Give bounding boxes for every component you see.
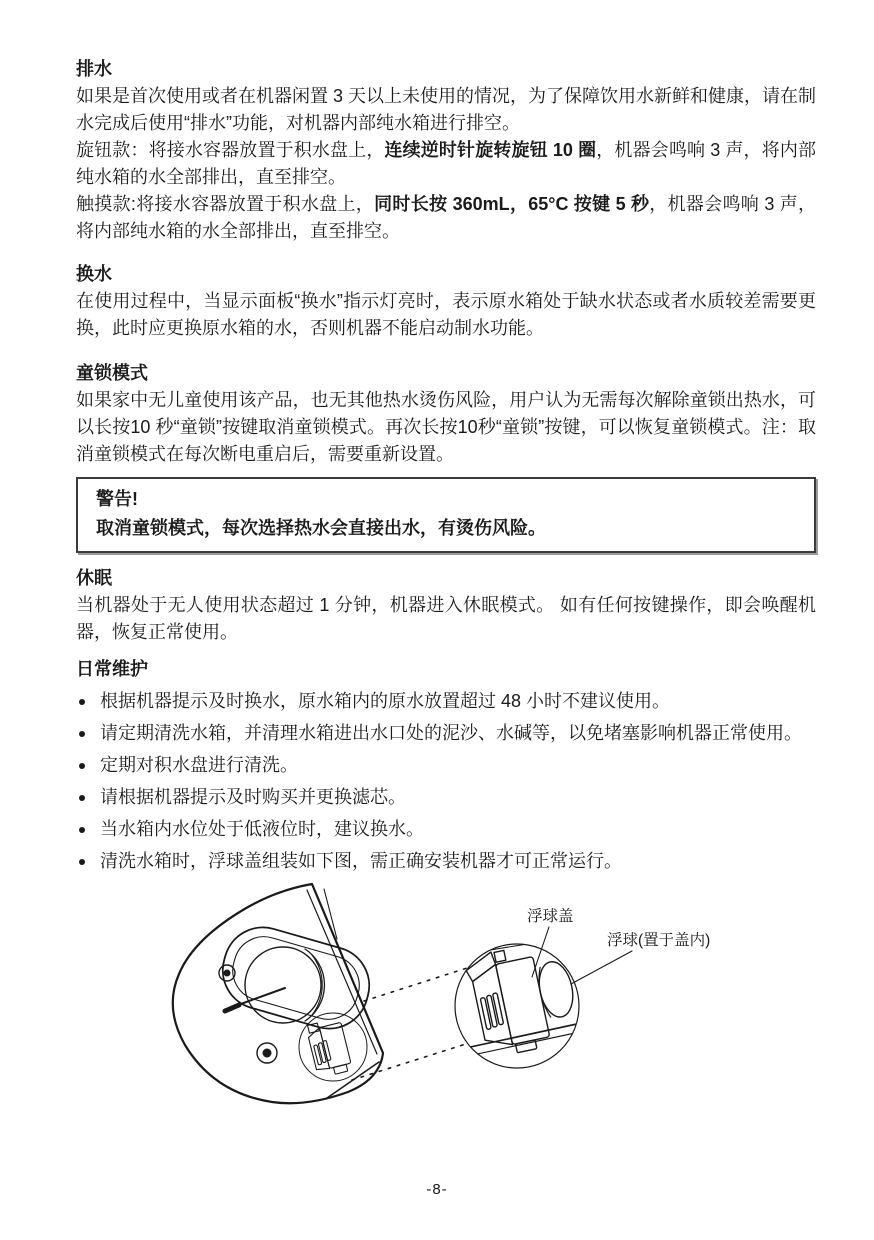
list-item <box>76 688 816 715</box>
label-float: 浮球(置于盖内) <box>607 932 711 949</box>
section-maintenance <box>76 656 816 875</box>
change-water-paragraph: 在使用过程中，当显示面板“换水”指示灯亮时，表示原水箱处于缺水状态或者水质较差需要更换，此时应更换原水箱的水，否则机器不能启动制水功能。 <box>76 291 816 338</box>
list-item-text: 清洗水箱时，浮球盖组装如下图，需正确安装机器才可正常运行。 <box>100 851 622 871</box>
section-heading-drain: 排水 <box>76 59 112 79</box>
maintenance-list <box>76 688 816 875</box>
page-number: -8- <box>426 1181 448 1198</box>
section-sleep <box>76 565 816 646</box>
dotted-leader-top <box>364 968 467 1001</box>
section-child-lock <box>76 360 816 468</box>
drain-p2-bold: 连续逆时针旋转旋钮 10 圈 <box>384 140 597 160</box>
section-heading-maintenance: 日常维护 <box>76 659 148 679</box>
list-item-text: 根据机器提示及时换水，原水箱内的原水放置超过 48 小时不建议使用。 <box>100 691 671 711</box>
bullet-icon <box>79 827 85 833</box>
drain-paragraph-1: 如果是首次使用或者在机器闲置 3 天以上未使用的情况，为了保障饮用水新鲜和健康，请在制水完成后使用“排水”功能，对机器内部纯水箱进行排空。 <box>76 86 817 133</box>
list-item <box>76 848 816 875</box>
drain-p3-pre: 触摸款:将接水容器放置于积水盘上， <box>76 194 375 214</box>
section-change-water <box>76 261 816 342</box>
magnified-view <box>452 937 589 1089</box>
dotted-leader-bottom <box>352 1044 466 1080</box>
list-item-text: 定期对积水盘进行清洗。 <box>100 755 298 775</box>
float-cover-diagram-svg <box>86 881 786 1131</box>
bullet-icon <box>79 731 85 737</box>
section-heading-sleep: 休眠 <box>76 568 112 588</box>
sleep-paragraph: 当机器处于无人使用状态超过 1 分钟，机器进入休眠模式。 如有任何按键操作，即会唤醒机器，恢复正常使用。 <box>76 595 816 642</box>
label-leader-float <box>571 951 632 984</box>
drain-p2-pre: 旋钮款：将接水容器放置于积水盘上， <box>76 140 385 160</box>
drain-p3-bold: 同时长按 360mL，65°C 按键 5 秒 <box>374 194 650 214</box>
page-content <box>76 56 816 1139</box>
drain-paragraph-3 <box>76 191 816 245</box>
warning-box <box>76 477 816 553</box>
section-heading-change-water: 换水 <box>76 264 112 284</box>
section-drain <box>76 56 816 245</box>
drain-p2-post: ，机器会鸣响 3 声，将内部纯水箱的水全部排出，直至排空。 <box>76 140 816 187</box>
list-item-text: 请定期清洗水箱，并清理水箱进出水口处的泥沙、水碱等，以免堵塞影响机器正常使用。 <box>100 723 802 743</box>
detail-highlight-circle <box>299 1013 367 1081</box>
list-item <box>76 752 816 779</box>
warning-body: 取消童锁模式，每次选择热水会直接出水，有烫伤风险。 <box>96 518 546 538</box>
list-item-text: 请根据机器提示及时购买并更换滤芯。 <box>100 787 406 807</box>
label-float-cover: 浮球盖 <box>527 908 574 925</box>
list-item <box>76 816 816 843</box>
list-item-text: 当水箱内水位处于低液位时，建议换水。 <box>100 819 424 839</box>
float-ball-drawing <box>535 959 578 1020</box>
bullet-icon <box>79 763 85 769</box>
warning-title: 警告! <box>96 489 138 509</box>
child-lock-paragraph: 如果家中无儿童使用该产品，也无其他热水烫伤风险，用户认为无需每次解除童锁出热水，可以长按10 秒“童锁”按键取消童锁模式。再次长按10秒“童锁”按键，可以恢复童锁模式。注：取消童锁模式在每次断电重启后，需要重新设置。 <box>76 390 816 464</box>
water-tank-drawing <box>173 884 383 1103</box>
bullet-icon <box>79 859 85 865</box>
bullet-icon <box>79 699 85 705</box>
bullet-icon <box>79 795 85 801</box>
list-item <box>76 784 816 811</box>
drain-p3-post: ，机器会鸣响 3 声，将内部纯水箱的水全部排出，直至排空。 <box>76 194 816 241</box>
drain-paragraph-2 <box>76 137 816 191</box>
section-heading-child-lock: 童锁模式 <box>76 363 148 383</box>
float-cover-diagram <box>86 881 816 1139</box>
list-item <box>76 720 816 747</box>
